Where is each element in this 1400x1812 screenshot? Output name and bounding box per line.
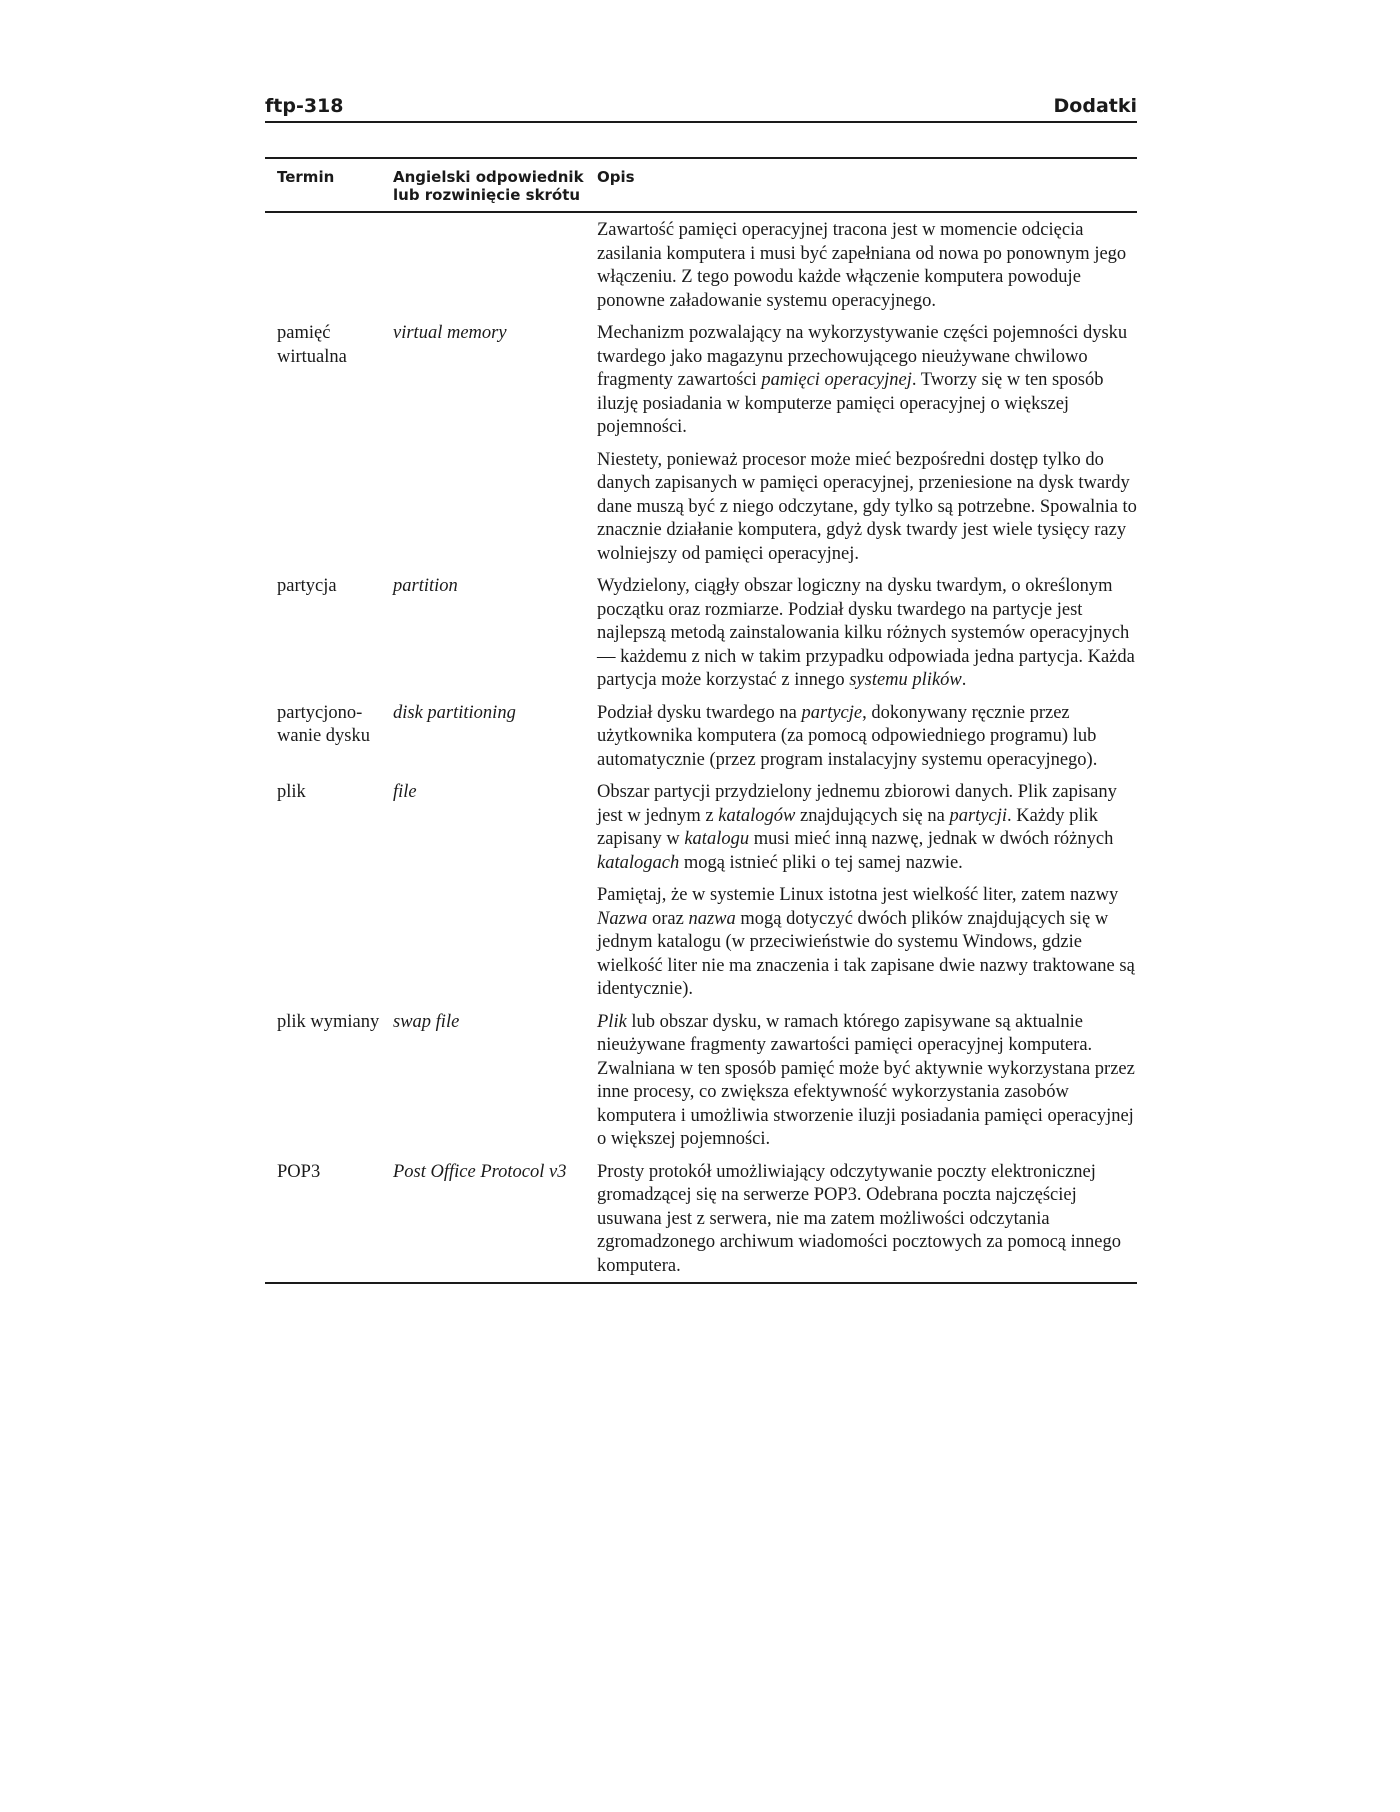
description-cell (591, 212, 1137, 322)
page-number: ftp-318 (265, 95, 344, 117)
glossary-table (265, 157, 1137, 1284)
column-header-term: Termin (265, 158, 387, 212)
term-cell: plik (277, 782, 306, 802)
description-cell (591, 575, 1137, 702)
description-paragraph: Mechanizm pozwalający na wykorzystywanie części pojemności dysku twardego jako magazynu przechowującego nieużywane chwilowo fragmenty zawartości pamięci operacyjnej. Tworzy się w ten sposób iluzję posiadania w komputerze pamięci operacyjnej o większej pojemności. (597, 323, 1128, 437)
term-cell: POP3 (277, 1161, 321, 1182)
table-row (265, 1161, 1137, 1284)
table-body (265, 212, 1137, 1283)
description-paragraph: Pamiętaj, że w systemie Linux istotna jest wielkość liter, zatem nazwy Nazwa oraz nazwa mogą dotyczyć dwóch plików znajdujących się w jednym katalogu (w przeciwieństwie do systemu Windows, gdzie wielkość liter nie ma znaczenia i tak zapisane dwie nazwy traktowane są identycznie). (597, 885, 1135, 999)
english-term-cell: disk partitioning (393, 702, 516, 723)
table-header (265, 158, 1137, 212)
description-cell (591, 322, 1137, 575)
column-header-english: Angielski odpowiednik lub rozwinięcie skrótu (387, 158, 591, 212)
table-row (265, 781, 1137, 1011)
term-cell: partycja (277, 576, 337, 596)
page (265, 95, 1137, 1284)
table-row (265, 575, 1137, 702)
description-paragraph: Plik lub obszar dysku, w ramach którego zapisywane są aktualnie nieużywane fragmenty zawartości pamięci operacyjnej komputera. Zwalniana w ten sposób pamięć może być aktywnie wykorzystana przez inne procesy, co zwiększa efektywność wykorzystania zasobów komputera i umożliwia stworzenie iluzji posiadania pamięci operacyjnej o większej pojemności. (597, 1011, 1135, 1149)
description-paragraph: Podział dysku twardego na partycje, dokonywany ręcznie przez użytkownika komputera (za pomocą odpowiedniego programu) lub automatycznie (przez program instalacyjny systemu operacyjnego). (597, 702, 1098, 770)
english-term-cell: Post Office Protocol v3 (393, 1161, 567, 1182)
description-cell (591, 781, 1137, 1011)
term-cell: partycjono-wanie dysku (277, 702, 370, 746)
table-row (265, 212, 1137, 322)
description-paragraph: Wydzielony, ciągły obszar logiczny na dysku twardym, o określonym początku oraz rozmiarze. Podział dysku twardego na partycje jest najlepszą metodą zainstalowania kilku różnych systemów operacyjnych — każdemu z nich w takim przypadku odpowiada jedna partycja. Każda partycja może korzystać z innego systemu plików. (597, 576, 1135, 690)
english-term-cell: file (393, 782, 417, 802)
english-term-cell: partition (393, 576, 458, 596)
english-term-cell: swap file (393, 1011, 460, 1032)
description-cell (591, 1011, 1137, 1161)
table-row (265, 1011, 1137, 1161)
description-cell (591, 702, 1137, 782)
chapter-title: Dodatki (1053, 95, 1137, 117)
term-cell (265, 212, 387, 322)
column-header-description: Opis (591, 158, 1137, 212)
running-header (265, 95, 1137, 123)
description-paragraph: Niestety, ponieważ procesor może mieć bezpośredni dostęp tylko do danych zapisanych w pamięci operacyjnej, przeniesione na dysk twardy dane muszą być z niego odczytane, gdy tylko są potrzebne. Spowalnia to znacznie działanie komputera, gdyż dysk twardy jest wiele tysięcy razy wolniejszy od pamięci operacyjnej. (597, 449, 1137, 564)
description-cell (591, 1161, 1137, 1284)
english-term-cell: virtual memory (393, 323, 507, 343)
term-cell: pamięć wirtualna (277, 323, 347, 367)
term-cell: plik wymiany (277, 1011, 380, 1032)
description-paragraph: Obszar partycji przydzielony jednemu zbiorowi danych. Plik zapisany jest w jednym z katalogów znajdujących się na partycji. Każdy plik zapisany w katalogu musi mieć inną nazwę, jednak w dwóch różnych katalogach mogą istnieć pliki o tej samej nazwie. (597, 782, 1117, 873)
description-paragraph: Zawartość pamięci operacyjnej tracona jest w momencie odcięcia zasilania komputera i musi być zapełniana od nowa po ponownym jego włączeniu. Z tego powodu każde włączenie komputera powoduje ponowne załadowanie systemu operacyjnego. (597, 220, 1127, 311)
table-row (265, 702, 1137, 782)
table-row (265, 322, 1137, 575)
description-paragraph: Prosty protokół umożliwiający odczytywanie poczty elektronicznej gromadzącej się na serwerze POP3. Odebrana poczta najczęściej usuwana jest z serwera, nie ma zatem możliwości odczytania zgromadzonego archiwum wiadomości pocztowych za pomocą innego komputera. (597, 1161, 1121, 1276)
english-term-cell (387, 212, 591, 322)
